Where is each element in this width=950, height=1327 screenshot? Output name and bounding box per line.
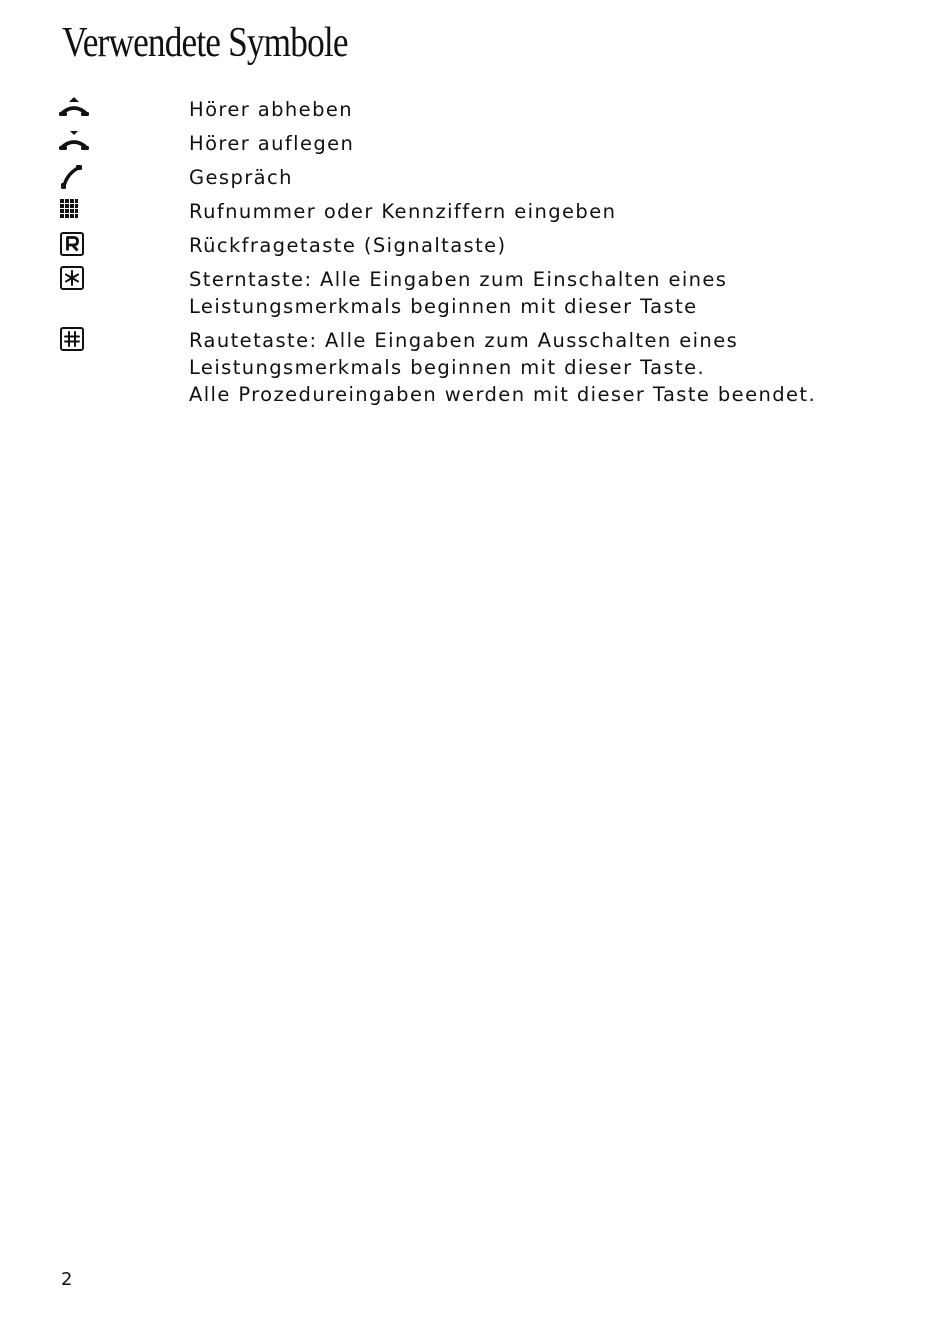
symbol-description: Hörer abheben	[189, 98, 354, 121]
page-title: Verwendete Symbole	[62, 20, 348, 66]
star-key-icon	[58, 266, 90, 292]
handset-replace-icon	[58, 130, 90, 156]
r-key-icon	[58, 232, 90, 258]
symbol-description: Rückfragetaste (Signaltaste)	[189, 234, 507, 257]
handset-call-icon	[58, 164, 90, 190]
page-number: 2	[61, 1269, 73, 1290]
symbol-description: Sterntaste: Alle Eingaben zum Einschalten eines Leistungsmerkmals beginnen mit dieser Taste	[189, 268, 728, 318]
handset-lift-icon	[58, 96, 90, 122]
symbol-description: Hörer auflegen	[189, 132, 355, 155]
hash-key-icon	[58, 327, 90, 353]
symbol-description: Rautetaste: Alle Eingaben zum Ausschalten eines Leistungsmerkmals beginnen mit dieser Taste. Alle Prozedureingaben werden mit dieser Taste beendet.	[189, 329, 817, 406]
symbol-description: Gespräch	[189, 166, 293, 189]
symbol-list	[0, 0, 950, 420]
keypad-icon	[58, 198, 90, 224]
symbol-description: Rufnummer oder Kennziffern eingeben	[189, 200, 617, 223]
